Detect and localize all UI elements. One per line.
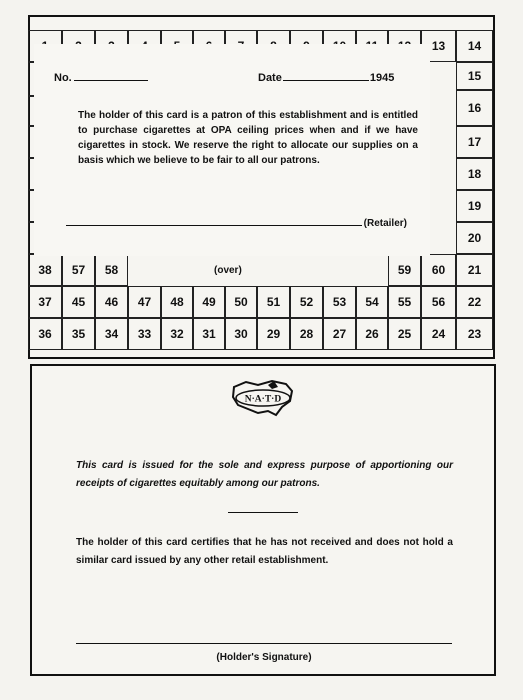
grid-cell-58[interactable]: 58 bbox=[95, 254, 128, 286]
grid-cell-53[interactable]: 53 bbox=[323, 286, 356, 318]
grid-cell-32[interactable]: 32 bbox=[161, 318, 193, 350]
grid-cell-17[interactable]: 17 bbox=[456, 126, 493, 158]
grid-cell-34[interactable]: 34 bbox=[95, 318, 128, 350]
grid-cell-46[interactable]: 46 bbox=[95, 286, 128, 318]
grid-cell-31[interactable]: 31 bbox=[193, 318, 225, 350]
grid-cell-29[interactable]: 29 bbox=[257, 318, 290, 350]
grid-cell-20[interactable]: 20 bbox=[456, 222, 493, 254]
grid-cell-15[interactable]: 15 bbox=[456, 62, 493, 90]
date-line bbox=[258, 72, 394, 84]
grid-cell-55[interactable]: 55 bbox=[388, 286, 421, 318]
grid-cell-36[interactable]: 36 bbox=[28, 318, 62, 350]
retailer-blank[interactable] bbox=[66, 225, 362, 226]
number-label: No. bbox=[54, 72, 72, 84]
grid-cell-56[interactable]: 56 bbox=[421, 286, 456, 318]
card-number-line bbox=[54, 72, 148, 84]
grid-cell-49[interactable]: 49 bbox=[193, 286, 225, 318]
grid-cell-52[interactable]: 52 bbox=[290, 286, 323, 318]
grid-cell-30[interactable]: 30 bbox=[225, 318, 257, 350]
number-blank[interactable] bbox=[74, 80, 148, 81]
grid-cell-18[interactable]: 18 bbox=[456, 158, 493, 190]
grid-cell-51[interactable]: 51 bbox=[257, 286, 290, 318]
grid-cell-23[interactable]: 23 bbox=[456, 318, 493, 350]
date-blank[interactable] bbox=[283, 80, 369, 81]
grid-cell-25[interactable]: 25 bbox=[388, 318, 421, 350]
grid-cell-16[interactable]: 16 bbox=[456, 90, 493, 126]
signature-label: (Holder's Signature) bbox=[216, 652, 312, 663]
grid-cell-50[interactable]: 50 bbox=[225, 286, 257, 318]
grid-cell-21[interactable]: 21 bbox=[456, 254, 493, 286]
divider bbox=[228, 512, 298, 513]
grid-cell-24[interactable]: 24 bbox=[421, 318, 456, 350]
patron-statement: The holder of this card is a patron of this establishment and is entitled to purchase cigarettes at OPA ceiling prices when and if we have cigarettes in stock. We reserve the right to allocate our supplies on a basis which we believe to be fair to all our patrons. bbox=[78, 110, 418, 166]
grid-cell-59[interactable]: 59 bbox=[388, 254, 421, 286]
grid-cell-22[interactable]: 22 bbox=[456, 286, 493, 318]
over-label: (over) bbox=[214, 265, 242, 276]
logo-text: N·A·T·D bbox=[244, 394, 282, 405]
grid-cell-38[interactable]: 38 bbox=[28, 254, 62, 286]
grid-cell-48[interactable]: 48 bbox=[161, 286, 193, 318]
grid-cell-37[interactable]: 37 bbox=[28, 286, 62, 318]
grid-cell-60[interactable]: 60 bbox=[421, 254, 456, 286]
certification-statement: The holder of this card certifies that he has not received and does not hold a similar card issued by any other retail establishment. bbox=[76, 537, 453, 566]
date-label: Date bbox=[258, 72, 282, 84]
signature-blank[interactable] bbox=[76, 643, 452, 644]
grid-cell-27[interactable]: 27 bbox=[323, 318, 356, 350]
grid-cell-47[interactable]: 47 bbox=[128, 286, 161, 318]
grid-cell-45[interactable]: 45 bbox=[62, 286, 95, 318]
purpose-statement: This card is issued for the sole and express purpose of apportioning our receipts of cigarettes equitably among our patrons. bbox=[76, 460, 453, 489]
grid-cell-54[interactable]: 54 bbox=[356, 286, 388, 318]
grid-cell-33[interactable]: 33 bbox=[128, 318, 161, 350]
grid-cell-19[interactable]: 19 bbox=[456, 190, 493, 222]
retailer-label: (Retailer) bbox=[363, 218, 407, 229]
year-text: 1945 bbox=[369, 72, 395, 84]
retailer-line bbox=[55, 218, 407, 229]
grid-cell-26[interactable]: 26 bbox=[356, 318, 388, 350]
grid-cell-57[interactable]: 57 bbox=[62, 254, 95, 286]
grid-cell-28[interactable]: 28 bbox=[290, 318, 323, 350]
natd-logo bbox=[228, 377, 298, 419]
grid-cell-35[interactable]: 35 bbox=[62, 318, 95, 350]
grid-cell-13[interactable]: 13 bbox=[421, 30, 456, 62]
grid-cell-14[interactable]: 14 bbox=[456, 30, 493, 62]
